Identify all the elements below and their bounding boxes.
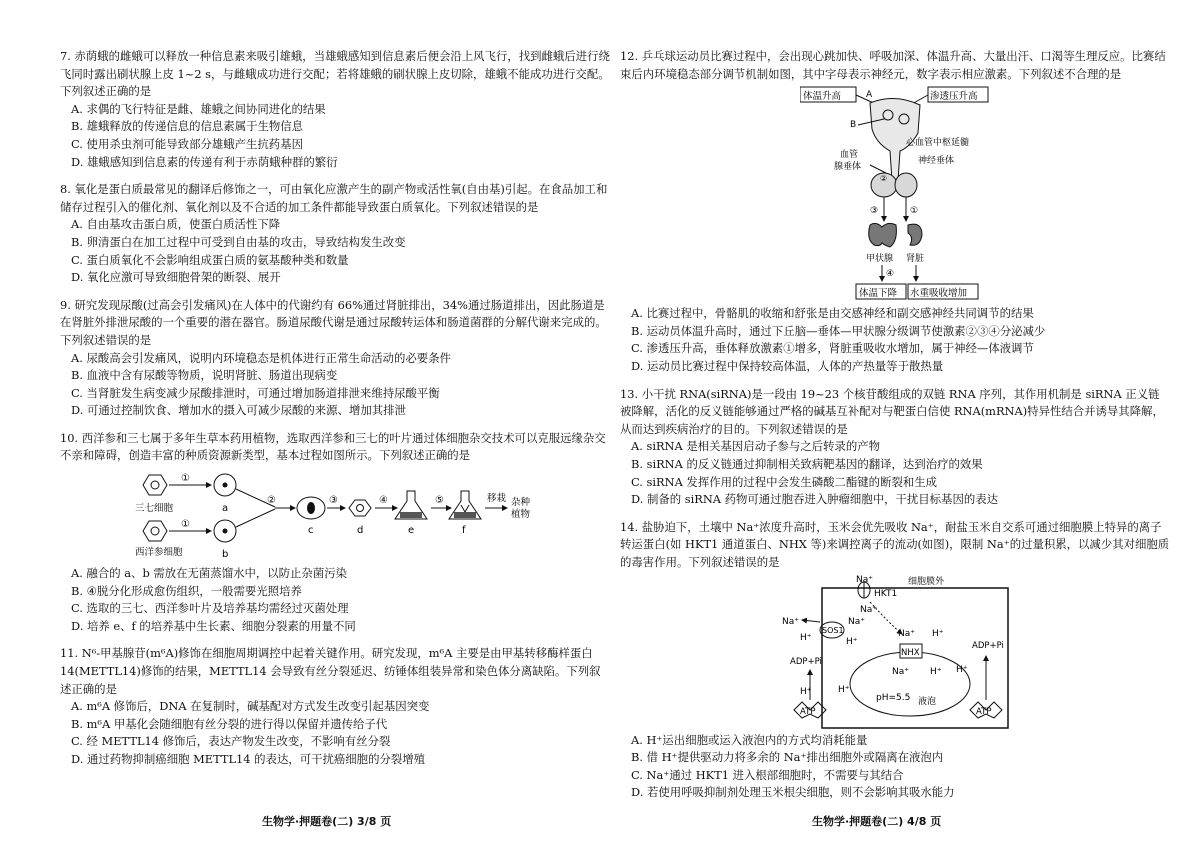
question-block (60, 430, 610, 636)
figure-label: H⁺ (800, 632, 812, 643)
figure-label: 体温下降 (859, 288, 898, 300)
figure-label: 西洋参细胞 (135, 547, 183, 559)
question-stem: 7. 赤荫蛾的雌蛾可以释放一种信息素来吸引雄蛾，当雄蛾感知到信息素后便会沿上风飞行，找到雌蛾后进行绕飞同时露出刷状腺上皮 1~2 s，与雌蛾成功进行交配；若将雄蛾的刷状腺上皮切除，雄蛾不能成功进行交配。下列叙述正确的是 (60, 49, 610, 99)
question-stem: 14. 盐胁迫下，土壤中 Na⁺浓度升高时，玉米会优先吸收 Na⁺，耐盐玉米自交系可通过细胞膜上特异的离子转运蛋白(如 HKT1 通道蛋白、NHX 等)来调控离子的流动(如图)，限制 Na⁺的过量积累，以减少其对细胞质的毒害作用。下列叙述错误的是 (620, 519, 1170, 569)
figure-q14-ion-transport (780, 574, 1010, 730)
figure-label: Na⁺ (856, 574, 873, 585)
figure-label: 细胞膜外 (908, 576, 945, 587)
question-block (620, 386, 1170, 509)
question-stem: 13. 小干扰 RNA(siRNA)是一段由 19~23 个核苷酸组成的双链 RNA 序列，其作用机制是 siRNA 正义链被降解，活化的反义链能够通过严格的碱基互补配对与靶蛋白信使 RNA(mRNA)特异性结合并诱导其降解，从而达到疾病治疗的目的。下列叙述错误的是 (620, 386, 1164, 436)
answer-option: A. H⁺运出细胞或运入液泡内的方式均消耗能量 (631, 732, 868, 747)
page-footer-left: 生物学·押题卷(二) 3/8 页 (262, 815, 392, 828)
figure-label: ④ (886, 269, 895, 280)
question-stem: 10. 西洋参和三七属于多年生草本药用植物，选取西洋参和三七的叶片通过体细胞杂交技术可以克服远缘杂交不亲和障碍，创造丰富的种质资源新类型，基本过程如图所示。下列叙述正确的是 (60, 430, 606, 463)
answer-option: A. 比赛过程中，骨骼肌的收缩和舒张是由交感神经和副交感神经共同调节的结果 (631, 306, 1034, 321)
figure-label: 杂种 (511, 497, 531, 509)
figure-label: ATP (976, 706, 992, 717)
answer-option: B. ④脱分化形成愈伤组织，一般需要光照培养 (71, 583, 302, 598)
figure-label: 肾脏 (906, 254, 925, 265)
figure-label: ② (880, 174, 888, 184)
answer-option: D. 若使用呼吸抑制剂处理玉米根尖细胞，则不会影响其吸水能力 (631, 785, 955, 800)
figure-label: B (850, 120, 857, 131)
figure-label: 液泡 (918, 696, 937, 707)
figure-label: 三七细胞 (135, 503, 174, 515)
figure-label: 水重吸收增加 (910, 288, 968, 300)
answer-option: A. 尿酸高会引发痛风，说明内环境稳态是机体进行正常生命活动的必要条件 (71, 350, 451, 365)
figure-label: 神经垂体 (918, 156, 955, 167)
answer-option: B. 卵清蛋白在加工过程中可受到自由基的攻击，导致结构发生改变 (71, 234, 406, 249)
answer-option: D. 培养 e、f 的培养基中生长素、细胞分裂素的用量不同 (71, 618, 356, 633)
figure-label: 心血管中枢延髓 (906, 138, 970, 149)
answer-option: D. 通过药物抑制癌细胞 METTL14 的表达，可干扰癌细胞的分裂增殖 (71, 752, 426, 766)
figure-label: 血管 (840, 150, 859, 161)
figure-label: H⁺ (930, 666, 942, 677)
answer-option: D. 制备的 siRNA 药物可通过胞吞进入肿瘤细胞中，干扰目标基因的表达 (631, 492, 999, 507)
answer-option: B. m⁶A 甲基化会随细胞有丝分裂的进行得以保留并遗传给子代 (71, 716, 388, 731)
answer-option: C. siRNA 发挥作用的过程中会发生磷酸二酯键的断裂和生成 (631, 474, 938, 489)
figure-label: 体温升高 (803, 91, 842, 103)
question-stem: 9. 研究发现尿酸(过高会引发痛风)在人体中的代谢约有 66%通过肾脏排出，34%通过肠道排出，因此肠道是在肾脏外排泄尿酸的一个重要的潜在器官。肠道尿酸代谢是通过尿酸转运体和肠道菌群的分解代谢来完成的。下列叙述错误的是 (60, 297, 607, 347)
figure-label: 甲状腺 (866, 254, 894, 265)
answer-option: A. siRNA 是相关基因启动子参与之后转录的产物 (631, 439, 880, 454)
answer-option: D. 可通过控制饮食、增加水的摄入可减少尿酸的来源、增加其排泄 (71, 403, 406, 418)
figure-label: c (308, 525, 314, 537)
figure-label: Na⁺ (848, 616, 865, 627)
figure-label: H⁺ (956, 664, 968, 675)
figure-q12-regulation (800, 85, 990, 303)
figure-label: H⁺ (846, 636, 858, 647)
question-block (60, 181, 610, 287)
figure-label: A (866, 90, 873, 101)
figure-label: ADP+Pi (972, 640, 1004, 651)
answer-option: B. 运动员体温升高时，通过下丘脑—垂体—甲状腺分级调节使激素②③④分泌减少 (631, 323, 1046, 338)
answer-option: A. m⁶A 修饰后，DNA 在复制时，碱基配对方式发生改变引起基因突变 (71, 699, 430, 714)
figure-label: HKT1 (874, 588, 898, 599)
answer-option: B. 借 H⁺提供驱动力将多余的 Na⁺排出细胞外或隔离在液泡内 (631, 750, 944, 765)
answer-option: B. 血液中含有尿酸等物质，说明肾脏、肠道出现病变 (71, 368, 338, 383)
figure-label: b (222, 549, 229, 561)
answer-option: C. Na⁺通过 HKT1 进入根部细胞时，不需要与其结合 (631, 767, 904, 782)
figure-label: 腺垂体 (834, 162, 862, 173)
answer-option: C. 选取的三七、西洋参叶片及培养基均需经过灭菌处理 (71, 601, 349, 616)
figure-label: f (462, 525, 466, 537)
figure-label: d (357, 525, 364, 537)
answer-option: A. 自由基攻击蛋白质，使蛋白质活性下降 (71, 217, 281, 232)
figure-label: ATP (800, 706, 816, 717)
question-block (60, 645, 610, 768)
figure-q10-somatic-hybridization (135, 467, 535, 563)
answer-option: A. 求偶的飞行特征是雌、雄蛾之间协同进化的结果 (71, 101, 326, 116)
question-stem: 12. 乒乓球运动员比赛过程中，会出现心跳加快、呼吸加深、体温升高、大量出汗、口渴等生理反应。比赛结束后内环境稳态部分调节机制如图，其中字母表示神经元，数字表示相应激素。下列叙述不合理的是 (620, 49, 1166, 81)
question-block (620, 48, 1170, 376)
question-block (60, 48, 610, 171)
figure-label: ④ (379, 495, 388, 507)
figure-label: ① (181, 519, 190, 531)
answer-option: D. 氧化应激可导致细胞骨架的断裂、展开 (71, 270, 281, 285)
answer-option: C. 使用杀虫剂可能导致部分雄蛾产生抗药基因 (71, 136, 303, 151)
question-stem: 11. N⁶-甲基腺苷(m⁶A)修饰在细胞周期调控中起着关键作用。研究发现，m⁶A 主要是由甲基转移酶样蛋白 14(METTL14)修饰的结果，METTL14 会导致有丝分裂延迟、纺锤体组装异常和染色体分离缺陷。下列叙述正确的是 (60, 646, 601, 696)
figure-label: e (408, 525, 415, 537)
answer-option: B. 雄蛾释放的传递信息的信息素属于生物信息 (71, 119, 304, 134)
answer-option: C. 渗透压升高，垂体释放激素①增多，肾脏重吸收水增加，属于神经—体液调节 (631, 341, 1034, 356)
figure-label: Na⁺ (782, 616, 799, 627)
figure-label: H⁺ (800, 686, 812, 697)
figure-label: NHX (901, 647, 920, 658)
figure-label: 植物 (511, 509, 531, 521)
right-column (620, 48, 1170, 812)
figure-label: H⁺ (838, 684, 850, 695)
answer-option: C. 蛋白质氧化不会影响组成蛋白质的氨基酸种类和数量 (71, 252, 349, 267)
figure-label: 渗透压升高 (930, 91, 978, 103)
figure-label: ① (181, 473, 190, 485)
answer-option: C. 经 METTL14 修饰后，表达产物发生改变，不影响有丝分裂 (71, 734, 391, 749)
figure-label: a (222, 503, 229, 515)
page-footer-right: 生物学·押题卷(二) 4/8 页 (812, 815, 942, 828)
figure-label: ③ (329, 495, 338, 507)
figure-label: Na⁺ (898, 628, 915, 639)
figure-label: Na⁺ (892, 666, 909, 677)
figure-label: 移栽 (487, 493, 507, 505)
question-block (620, 519, 1170, 802)
figure-label: ⑤ (435, 495, 444, 507)
figure-label: Na⁺ (860, 604, 877, 615)
answer-option: B. siRNA 的反义链通过抑制相关致病靶基因的翻译，达到治疗的效果 (631, 456, 983, 471)
answer-option: D. 雄蛾感知到信息素的传递有利于赤荫蛾种群的繁衍 (71, 154, 338, 169)
figure-label: pH=5.5 (876, 692, 911, 703)
figure-label: SOS1 (822, 625, 844, 635)
answer-option: D. 运动员比赛过程中保持较高体温，人体的产热量等于散热量 (631, 358, 944, 373)
figure-label: ADP+Pi (790, 656, 822, 667)
figure-label: H⁺ (932, 628, 944, 639)
answer-option: C. 当肾脏发生病变减少尿酸排泄时，可通过增加肠道排泄来维持尿酸平衡 (71, 385, 440, 400)
question-block (60, 297, 610, 420)
left-column (60, 48, 610, 779)
figure-label: ③ (870, 206, 879, 217)
question-stem: 8. 氧化是蛋白质最常见的翻译后修饰之一，可由氧化应激产生的副产物或活性氧(自由基)引起。在食品加工和储存过程引入的催化剂、氧化剂以及不合适的加工条件都能导致蛋白质氧化。下列叙述错误的是 (60, 182, 608, 214)
figure-label: ② (267, 495, 276, 507)
figure-label: ① (910, 206, 919, 217)
answer-option: A. 融合的 a、b 需放在无菌蒸馏水中，以防止杂菌污染 (71, 566, 347, 581)
